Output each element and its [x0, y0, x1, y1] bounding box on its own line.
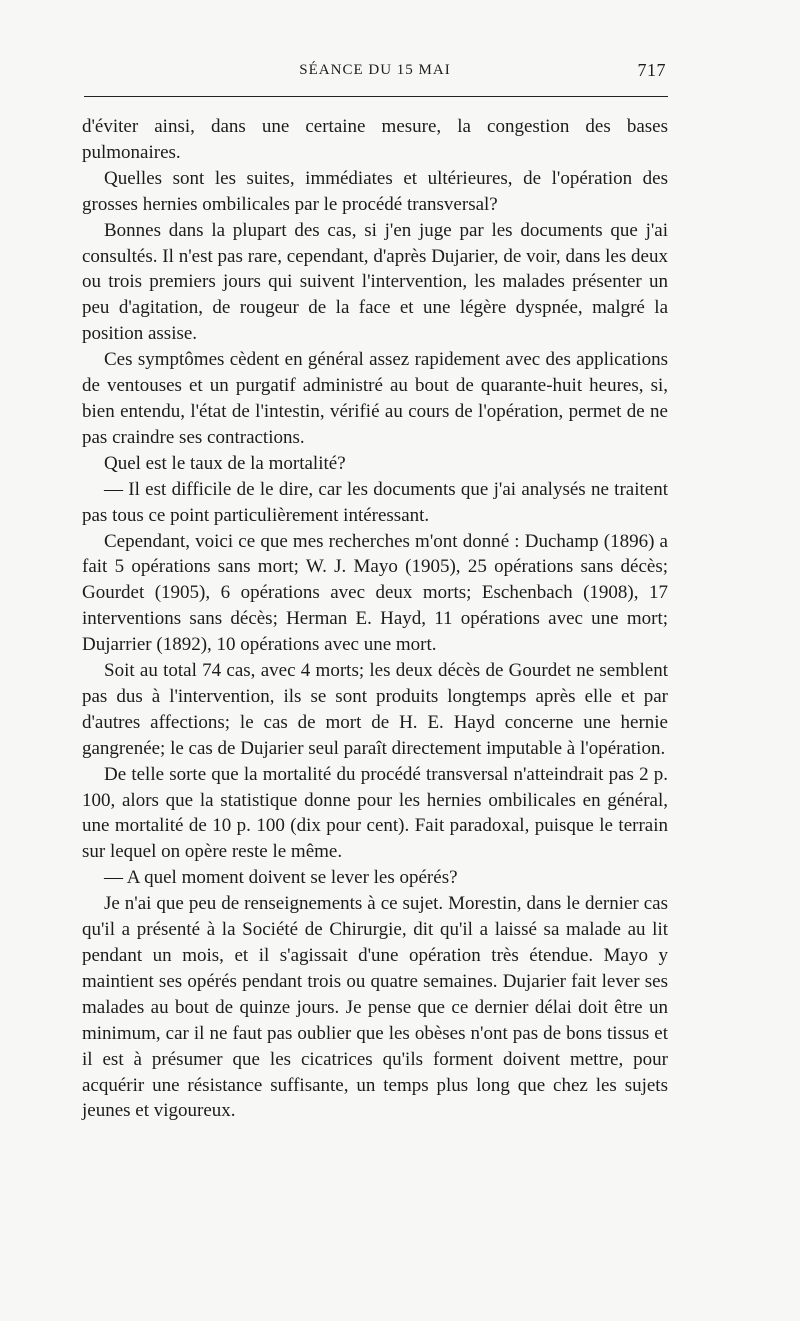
paragraph-4: Ces symptômes cèdent en général assez rapidement avec des applications de ventouses et un purgatif administré au bout de quarante-huit heures, si, bien entendu, l'état de l'intestin, vérifié au cours de l'opération, permet de ne pas craindre ses contractions. — [82, 349, 668, 448]
book-page — [82, 58, 668, 1122]
paragraph-9: De telle sorte que la mortalité du procédé transversal n'atteindrait pas 2 p. 100, alors que la statistique donne pour les hernies ombilicales en général, une mortalité de 10 p. 100 (dix pour cent). Fait paradoxal, puisque le terrain sur lequel on opère reste le même. — [82, 763, 668, 863]
paragraph-3: Bonnes dans la plupart des cas, si j'en juge par les documents que j'ai consultés. Il n'est pas rare, cependant, d'après Dujarier, de voir, dans les deux ou trois premiers jours qui suivent l'intervention, les malades présenter un peu d'agitation, de rougeur de la face et une légère dyspnée, malgré la position assise. — [82, 219, 668, 345]
paragraph-1: d'éviter ainsi, dans une certaine mesure, la congestion des bases pulmonaires. — [82, 116, 668, 163]
paragraph-6: — Il est difficile de le dire, car les documents que j'ai analysés ne traitent pas tous ce point particulièrement intéressant. — [82, 478, 668, 526]
paragraph-5: Quel est le taux de la mortalité? — [104, 452, 346, 474]
body-text — [82, 114, 668, 1124]
paragraph-7: Cependant, voici ce que mes recherches m'ont donné : Duchamp (1896) a fait 5 opérations sans mort; W. J. Mayo (1905), 25 opérations sans décès; Gourdet (1905), 6 opérations avec deux morts; Eschenbach (1908), 17 interventions sans décès; Herman E. Hayd, 11 opérations avec une mort; Dujarrier (1892), 10 opérations avec une mort. — [82, 530, 668, 656]
paragraph-8: Soit au total 74 cas, avec 4 morts; les deux décès de Gourdet ne semblent pas dus à l'intervention, ils se sont produits longtemps après elle et par d'autres affections; le cas de mort de H. E. Hayd concerne une hernie gangrenée; le cas de Dujarier seul paraît directement imputable à l'opération. — [82, 660, 668, 759]
header-rule — [84, 96, 668, 97]
page-number: 717 — [637, 60, 666, 80]
paragraph-2: Quelles sont les suites, immédiates et ultérieures, de l'opération des grosses hernies ombilicales par le procédé transversal? — [82, 167, 668, 215]
running-header — [82, 58, 668, 88]
running-title: SÉANCE DU 15 MAI — [299, 62, 451, 78]
paragraph-11: Je n'ai que peu de renseignements à ce sujet. Morestin, dans le dernier cas qu'il a présenté à la Société de Chirurgie, dit qu'il a laissé sa malade au lit pendant un mois, et il s'agissait d'une opération très étendue. Mayo y maintient ses opérés pendant trois ou quatre semaines. Dujarier fait lever ses malades au bout de quinze jours. Je pense que ce dernier délai doit être un minimum, car il ne faut pas oublier que les obèses n'ont pas de bons tissus et il est à présumer que les cicatrices qu'ils forment doivent mettre, pour acquérir une résistance suffisante, un temps plus long que chez les sujets jeunes et vigoureux. — [82, 893, 668, 1122]
paragraph-10: — A quel moment doivent se lever les opérés? — [104, 867, 458, 889]
